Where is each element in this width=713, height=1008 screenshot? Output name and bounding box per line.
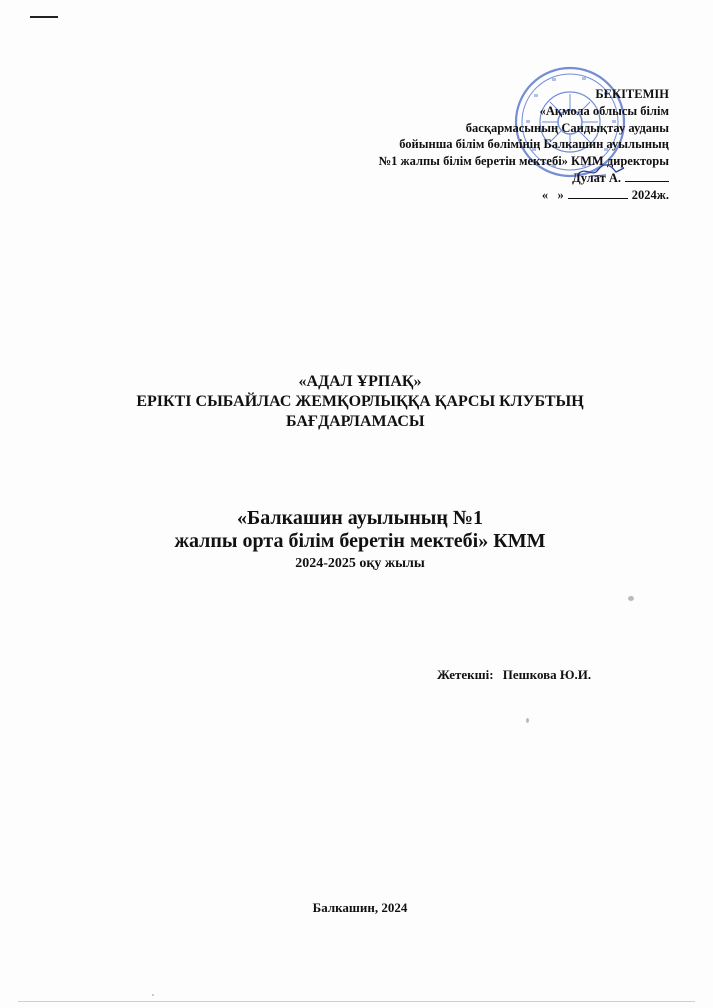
school-name-line1: «Балкашин ауылының №1: [237, 507, 483, 529]
date-line: [249, 187, 669, 204]
school-name-line2: жалпы орта білім беретін мектебі» КММ: [174, 530, 546, 552]
scan-speck: [526, 718, 529, 723]
approval-line: №1 жалпы білім беретін мектебі» КММ директоры: [378, 154, 669, 169]
leader-name: Пешкова Ю.И.: [502, 667, 592, 682]
date-open-quote: «: [541, 187, 549, 202]
leader-line: [437, 667, 591, 683]
signature-line: [625, 171, 669, 182]
handwritten-signature: [576, 160, 626, 180]
club-title: ЕРІКТІ СЫБАЙЛАС ЖЕМҚОРЛЫҚҚА ҚАРСЫ КЛУБТЫҢ: [136, 393, 584, 410]
date-close-quote: »: [557, 187, 564, 202]
approval-line: басқармасының Сандықтау ауданы: [465, 120, 669, 135]
scan-speck: [152, 994, 154, 996]
scan-speck: [628, 596, 634, 601]
approval-heading: БЕКІТЕМІН: [595, 87, 669, 101]
club-title-block: [80, 372, 640, 432]
leader-label: Жетекші:: [437, 667, 494, 682]
club-name: «АДАЛ ҰРПАҚ»: [298, 373, 422, 390]
approval-line: «Ақмола облысы білім: [539, 103, 669, 118]
academic-year: 2024-2025 оқу жылы: [295, 556, 425, 571]
footer-place-year: Балкашин, 2024: [312, 900, 408, 915]
page-bottom-edge: [18, 1001, 695, 1002]
corner-mark: [30, 16, 58, 18]
school-block: [80, 507, 640, 574]
club-subtitle: БАҒДАРЛАМАСЫ: [286, 413, 425, 430]
approval-line: бойынша білім бөлімінің Балкашин ауылының: [399, 137, 669, 152]
approval-block: [249, 86, 669, 204]
date-blank-line: [568, 188, 628, 199]
director-name: Дулат А.: [572, 170, 621, 185]
date-year: 2024ж.: [631, 187, 669, 202]
